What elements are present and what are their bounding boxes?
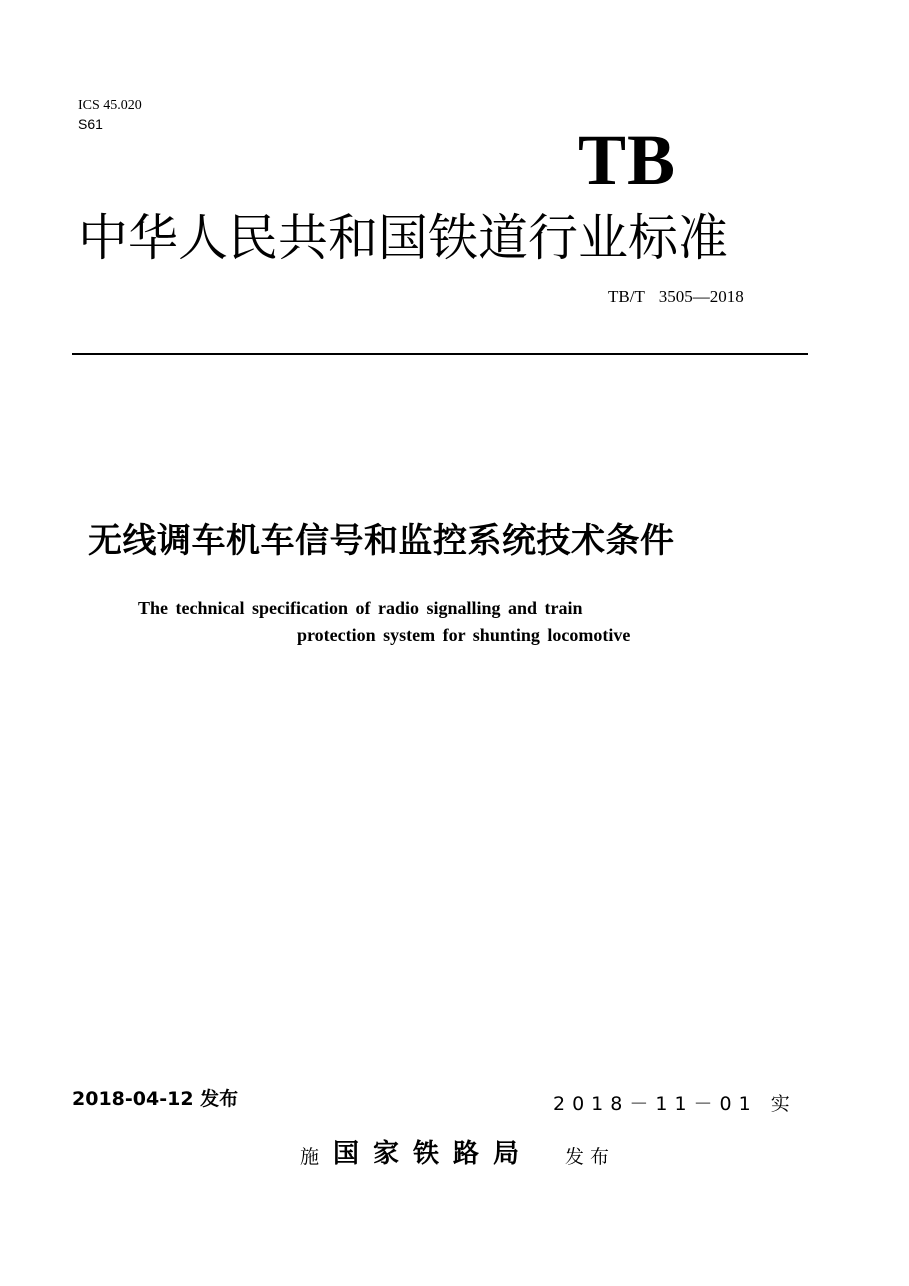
implement-suffix: 施	[300, 1146, 320, 1168]
document-title-zh: 无线调车机车信号和监控系统技术条件	[88, 521, 675, 561]
issue-date: 2018-04-12 发布	[72, 1088, 239, 1110]
implement-date: 2018－11－01 实	[553, 1093, 797, 1115]
document-title-en-line2: protection system for shunting locomotive	[297, 625, 631, 645]
header-divider	[72, 353, 808, 355]
category-code: S61	[78, 116, 103, 132]
issued-label: 发布	[565, 1146, 616, 1168]
standard-title: 中华人民共和国铁道行业标准	[78, 209, 728, 267]
tb-logo: TB	[578, 120, 677, 200]
document-title-en-line1: The technical specification of radio signalling and train	[138, 598, 583, 618]
issuer-name: 国家铁路局	[333, 1139, 534, 1169]
standard-number: TB/T 3505—2018	[608, 287, 744, 306]
ics-code: ICS 45.020	[78, 98, 142, 113]
